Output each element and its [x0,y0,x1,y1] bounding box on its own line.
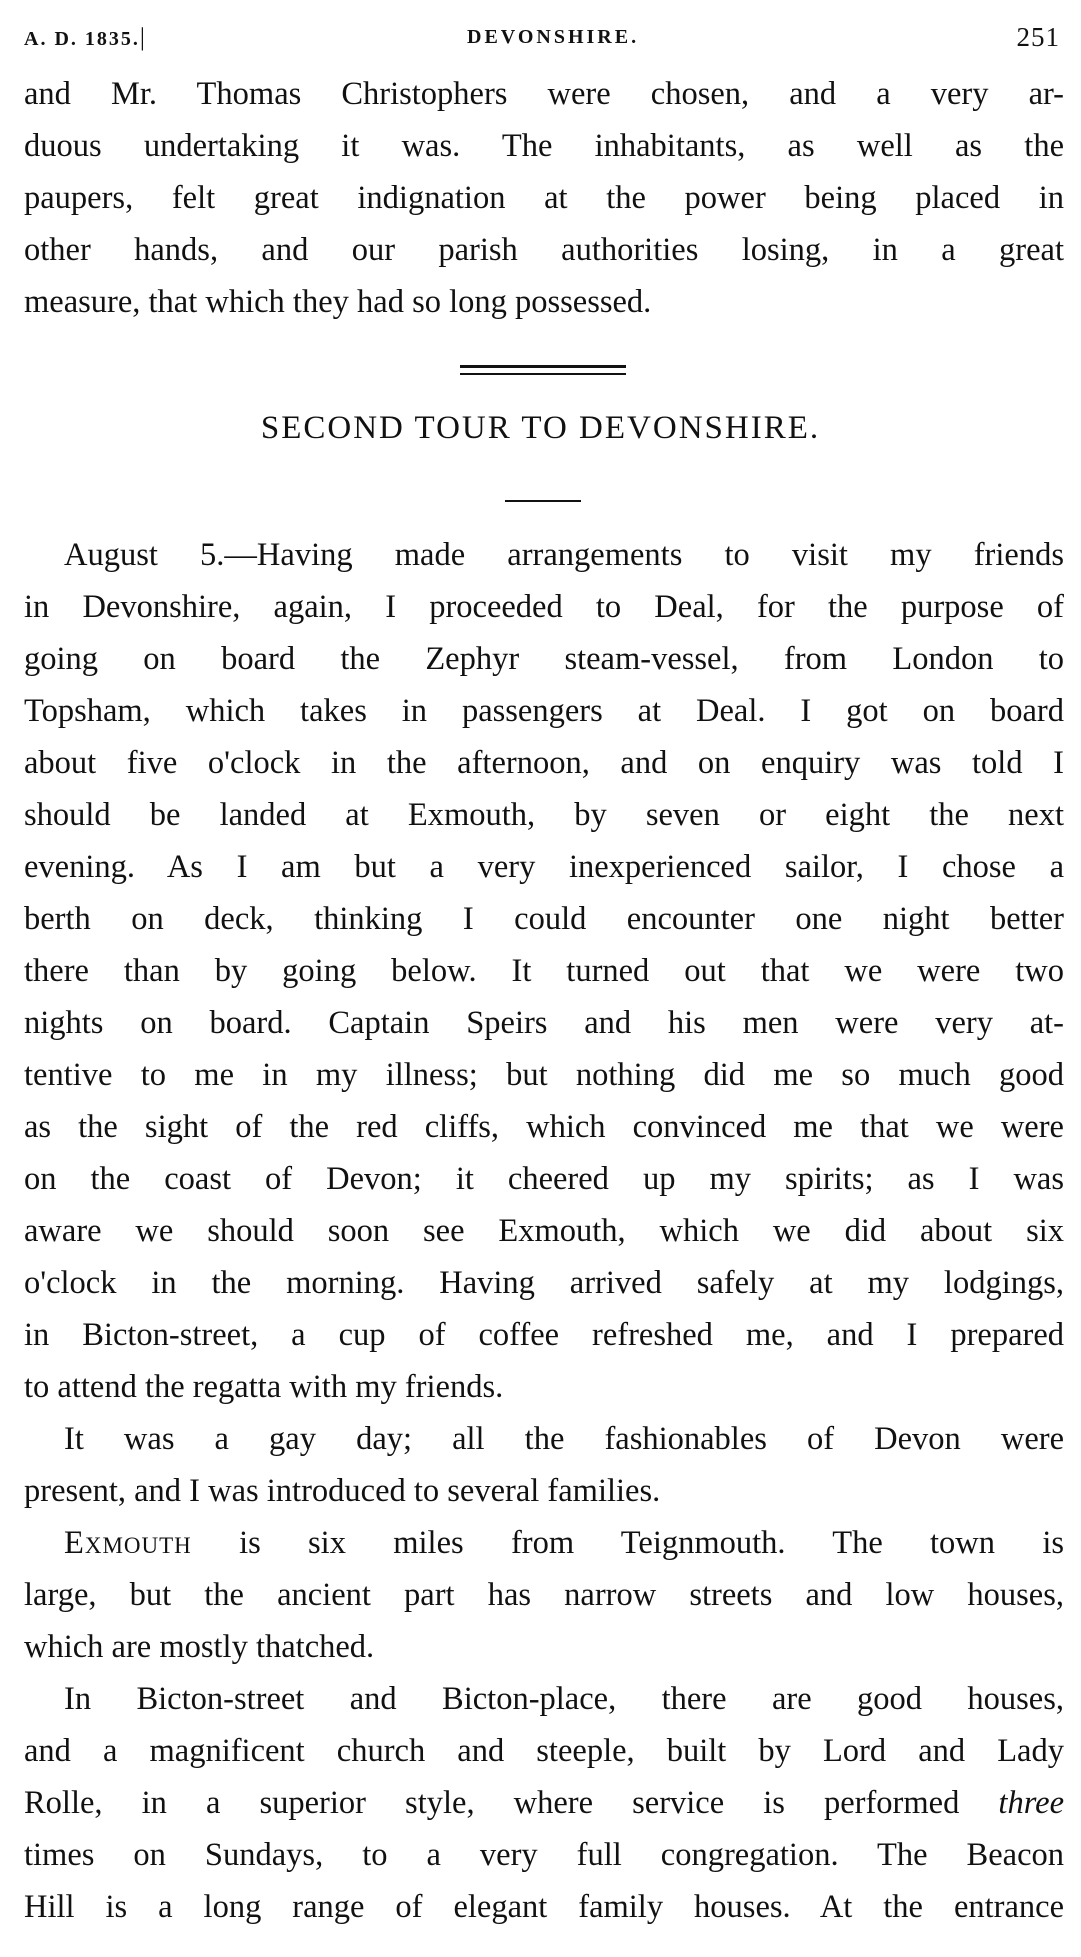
text-line: berth on deck, thinking I could encounter one night better [24,901,1064,937]
header-title: DEVONSHIRE. [467,26,640,48]
text-line-head: Rolle, in a superior style, where service is performed [24,1785,960,1821]
text-line: and Mr. Thomas Christophers were chosen, and a very ar- [24,76,1064,112]
text-line: going on board the Zephyr steam-vessel, from London to [24,641,1064,677]
section-heading: SECOND TOUR TO DEVONSHIRE. [260,410,821,446]
text-line: large, but the ancient part has narrow streets and low houses, [24,1577,1064,1613]
running-head [24,16,1060,56]
text-line-with-place-name [24,1517,1064,1569]
text-line: It was a gay day; all the fashionables of Devon were [64,1421,1064,1457]
text-line: as the sight of the red cliffs, which convinced me that we were [24,1109,1064,1145]
text-line: Topsham, which takes in passengers at Deal. I got on board [24,693,1064,729]
header-divider: | [139,24,146,51]
text-line: duous undertaking it was. The inhabitants, as well as the [24,128,1064,164]
text-line: tentive to me in my illness; but nothing did me so much good [24,1057,1064,1093]
text-line: which are mostly thatched. [24,1629,375,1665]
main-text [24,529,1064,1933]
text-line: to attend the regatta with my friends. [24,1369,504,1405]
text-line: and a magnificent church and steeple, built by Lord and Lady [24,1733,1064,1769]
text-line: there than by going below. It turned out that we were two [24,953,1064,989]
text-line: present, and I was introduced to several families. [24,1473,661,1509]
text-line: about five o'clock in the afternoon, and on enquiry was told I [24,745,1064,781]
italic-word-three: three [998,1785,1064,1821]
text-line: should be landed at Exmouth, by seven or eight the next [24,797,1064,833]
text-line-with-italic [24,1777,1064,1829]
text-line: times on Sundays, to a very full congregation. The Beacon [24,1837,1064,1873]
text-line: measure, that which they had so long possessed. [24,284,652,320]
text-line: Hill is a long range of elegant family houses. At the entrance [24,1889,1064,1925]
text-line: o'clock in the morning. Having arrived safely at my lodgings, [24,1265,1064,1301]
text-line: on the coast of Devon; it cheered up my spirits; as I was [24,1161,1064,1197]
header-year: A. D. 1835. [24,28,140,50]
section-divider-double-rule [460,365,626,375]
opening-paragraph [24,68,1064,328]
text-line: August 5.—Having made arrangements to visit my friends [64,537,1064,573]
text-line: in Bicton-street, a cup of coffee refreshed me, and I prepared [24,1317,1064,1353]
text-line: other hands, and our parish authorities losing, in a great [24,232,1064,268]
section-divider-short-rule [505,500,581,502]
text-line: in Devonshire, again, I proceeded to Deal, for the purpose of [24,589,1064,625]
place-name-exmouth: Exmouth [64,1525,192,1561]
text-line: In Bicton-street and Bicton-place, there are good houses, [64,1681,1064,1717]
running-head-left [24,24,146,52]
text-line: nights on board. Captain Speirs and his men were very at- [24,1005,1064,1041]
text-line: paupers, felt great indignation at the power being placed in [24,180,1064,216]
page-number: 251 [1016,22,1060,52]
text-line-tail: is six miles from Teignmouth. The town is [239,1525,1064,1561]
text-line: evening. As I am but a very inexperienced sailor, I chose a [24,849,1064,885]
text-line: aware we should soon see Exmouth, which we did about six [24,1213,1064,1249]
